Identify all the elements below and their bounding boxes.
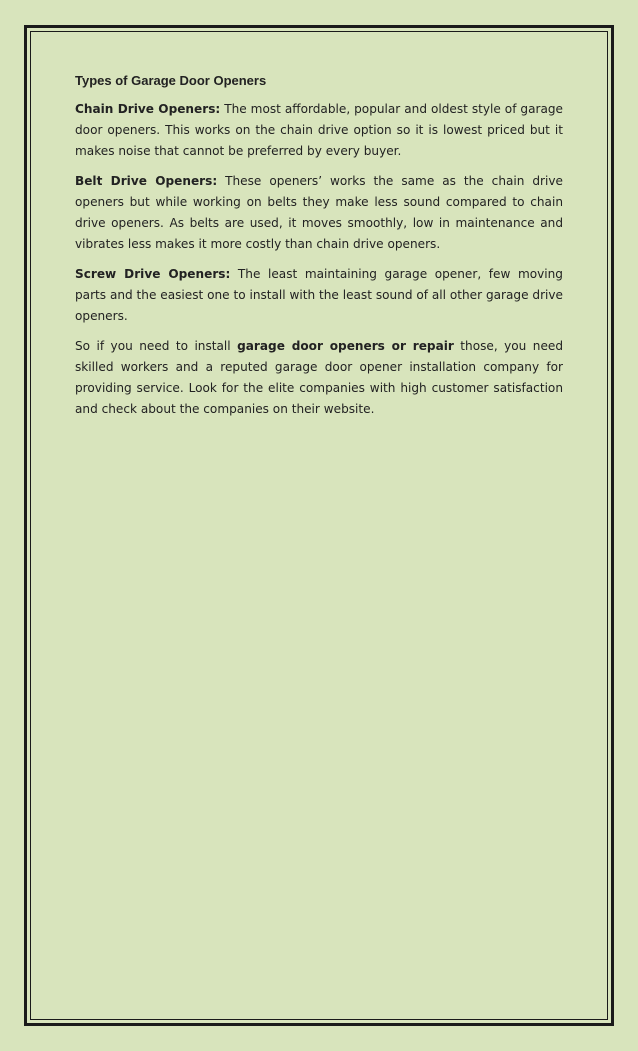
- closing-text-after: those, you need skilled workers and a reputed garage door opener installation company for providing service. Look for the elite companies with high customer satisfaction and check about the companies on their website.: [75, 339, 563, 416]
- paragraph-text: The most affordable, popular and oldest style of garage door openers. This works on the chain drive option so it is lowest priced but it makes noise that cannot be preferred by every buyer.: [75, 102, 563, 158]
- paragraph-lead: Chain Drive Openers:: [75, 102, 221, 116]
- document-title: Types of Garage Door Openers: [75, 73, 267, 88]
- closing-bold-link-text: garage door openers or repair: [237, 339, 454, 353]
- paragraph-screw-drive: [75, 264, 563, 327]
- paragraph-belt-drive: [75, 171, 563, 255]
- document-body: [75, 72, 563, 429]
- paragraph-lead: Belt Drive Openers:: [75, 174, 218, 188]
- paragraph-text: The least maintaining garage opener, few moving parts and the easiest one to install with the least sound of all other garage drive openers.: [75, 267, 563, 323]
- paragraph-chain-drive: [75, 99, 563, 162]
- closing-text-before: So if you need to install: [75, 339, 238, 353]
- paragraph-closing: [75, 336, 563, 420]
- paragraph-text: These openers’ works the same as the chain drive openers but while working on belts they make less sound compared to chain drive openers. As belts are used, it moves smoothly, low in maintenance and vibrates less makes it more costly than chain drive openers.: [75, 174, 563, 251]
- paragraph-lead: Screw Drive Openers:: [75, 267, 231, 281]
